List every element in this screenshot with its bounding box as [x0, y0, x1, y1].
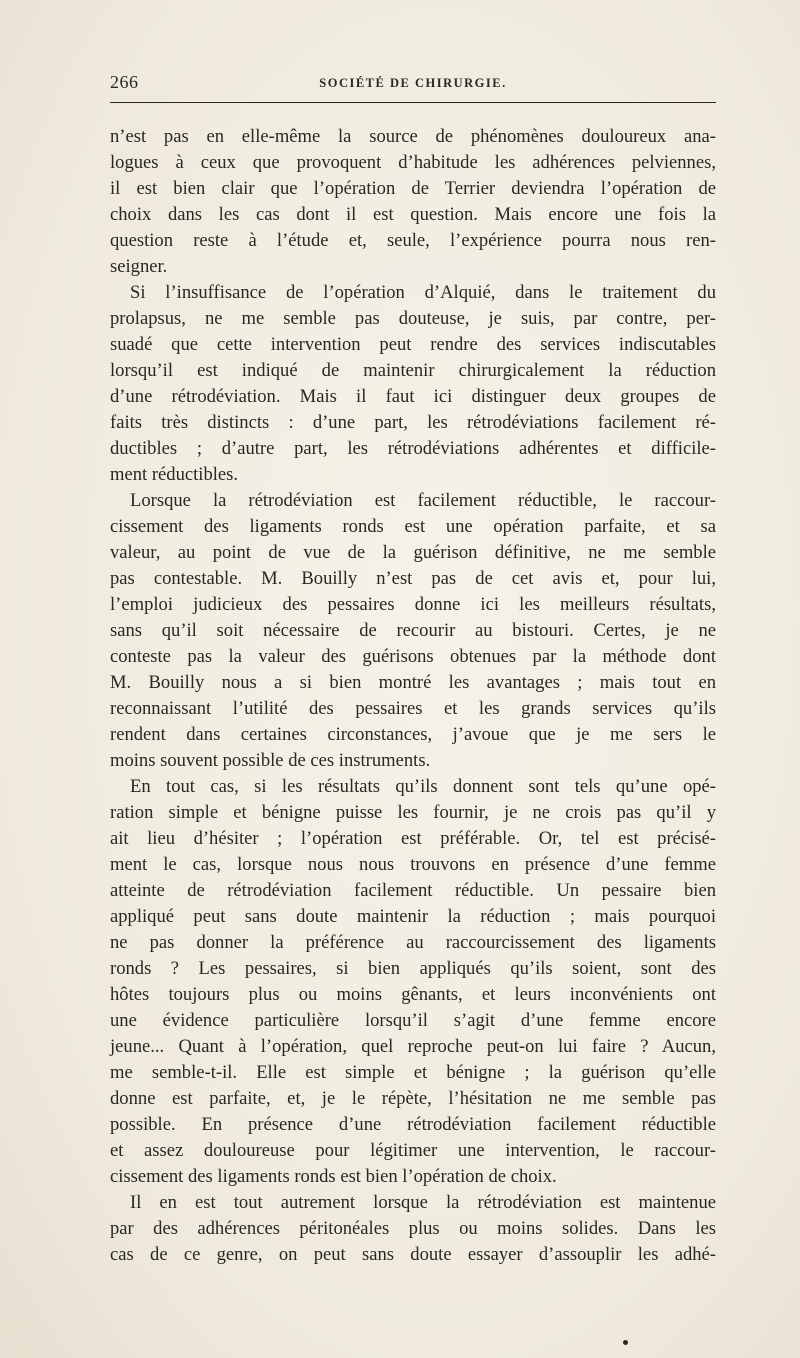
text-line: jeune... Quant à l’opération, quel reproche peut-on lui faire ? Aucun,	[110, 1036, 716, 1057]
text-line: n’est pas en elle-même la source de phénomènes douloureux ana-	[110, 126, 716, 147]
text-line: moins souvent possible de ces instruments.	[110, 750, 431, 771]
text-line: appliqué peut sans doute maintenir la réduction ; mais pourquoi	[110, 906, 716, 927]
text-line: ment réductibles.	[110, 464, 239, 485]
text-line: valeur, au point de vue de la guérison définitive, ne me semble	[110, 542, 716, 563]
text-line: d’une rétrodéviation. Mais il faut ici distinguer deux groupes de	[110, 386, 716, 407]
text-line: ment le cas, lorsque nous nous trouvons en présence d’une femme	[110, 854, 716, 875]
text-line: En tout cas, si les résultats qu’ils donnent sont tels qu’une opé-	[130, 776, 716, 797]
text-line: cissement des ligaments ronds est bien l’opération de choix.	[110, 1166, 557, 1187]
text-line: et assez douloureuse pour légitimer une intervention, le raccour-	[110, 1140, 716, 1161]
text-line: Il en est tout autrement lorsque la rétrodéviation est maintenue	[130, 1192, 716, 1213]
text-line: choix dans les cas dont il est question. Mais encore une fois la	[110, 204, 716, 225]
text-line: l’emploi judicieux des pessaires donne ici les meilleurs résultats,	[110, 594, 716, 615]
text-line: faits très distincts : d’une part, les rétrodéviations facilement ré-	[110, 412, 716, 433]
text-line: M. Bouilly nous a si bien montré les avantages ; mais tout en	[110, 672, 716, 693]
body-text	[110, 124, 716, 1268]
ink-speck	[623, 1340, 628, 1345]
text-line: rendent dans certaines circonstances, j’avoue que je me sers le	[110, 724, 716, 745]
text-line: reconnaissant l’utilité des pessaires et les grands services qu’ils	[110, 698, 716, 719]
text-line: ration simple et bénigne puisse les fournir, je ne crois pas qu’il y	[110, 802, 716, 823]
text-line: ductibles ; d’autre part, les rétrodéviations adhérentes et difficile-	[110, 438, 716, 459]
text-line: me semble-t-il. Elle est simple et bénigne ; la guérison qu’elle	[110, 1062, 716, 1083]
text-line: prolapsus, ne me semble pas douteuse, je suis, par contre, per-	[110, 308, 716, 329]
text-line: Si l’insuffisance de l’opération d’Alquié, dans le traitement du	[130, 282, 716, 303]
text-line: pas contestable. M. Bouilly n’est pas de cet avis et, pour lui,	[110, 568, 716, 589]
header-rule	[110, 102, 716, 103]
text-line: il est bien clair que l’opération de Terrier deviendra l’opération de	[110, 178, 716, 199]
text-line: ait lieu d’hésiter ; l’opération est préférable. Or, tel est précisé-	[110, 828, 716, 849]
text-line: lorsqu’il est indiqué de maintenir chirurgicalement la réduction	[110, 360, 716, 381]
text-line: conteste pas la valeur des guérisons obtenues par la méthode dont	[110, 646, 716, 667]
text-line: question reste à l’étude et, seule, l’expérience pourra nous ren-	[110, 230, 716, 251]
text-line: logues à ceux que provoquent d’habitude les adhérences pelviennes,	[110, 152, 716, 173]
text-line: donne est parfaite, et, je le répète, l’hésitation ne me semble pas	[110, 1088, 716, 1109]
text-line: seigner.	[110, 256, 168, 277]
text-line: possible. En présence d’une rétrodéviation facilement réductible	[110, 1114, 716, 1135]
text-line: atteinte de rétrodéviation facilement réductible. Un pessaire bien	[110, 880, 716, 901]
page-number: 266	[110, 72, 139, 92]
text-line: cissement des ligaments ronds est une opération parfaite, et sa	[110, 516, 716, 537]
text-line: suadé que cette intervention peut rendre des services indiscutables	[110, 334, 716, 355]
text-line: une évidence particulière lorsqu’il s’agit d’une femme encore	[110, 1010, 716, 1031]
page-header	[110, 72, 716, 98]
text-line: sans qu’il soit nécessaire de recourir au bistouri. Certes, je ne	[110, 620, 716, 641]
running-title: SOCIÉTÉ DE CHIRURGIE.	[319, 76, 507, 90]
text-line: cas de ce genre, on peut sans doute essayer d’assouplir les adhé-	[110, 1244, 716, 1265]
text-line: hôtes toujours plus ou moins gênants, et leurs inconvénients ont	[110, 984, 716, 1005]
text-line: par des adhérences péritonéales plus ou moins solides. Dans les	[110, 1218, 716, 1239]
text-line: Lorsque la rétrodéviation est facilement réductible, le raccour-	[130, 490, 716, 511]
text-line: ne pas donner la préférence au raccourcissement des ligaments	[110, 932, 716, 953]
text-line: ronds ? Les pessaires, si bien appliqués qu’ils soient, sont des	[110, 958, 716, 979]
